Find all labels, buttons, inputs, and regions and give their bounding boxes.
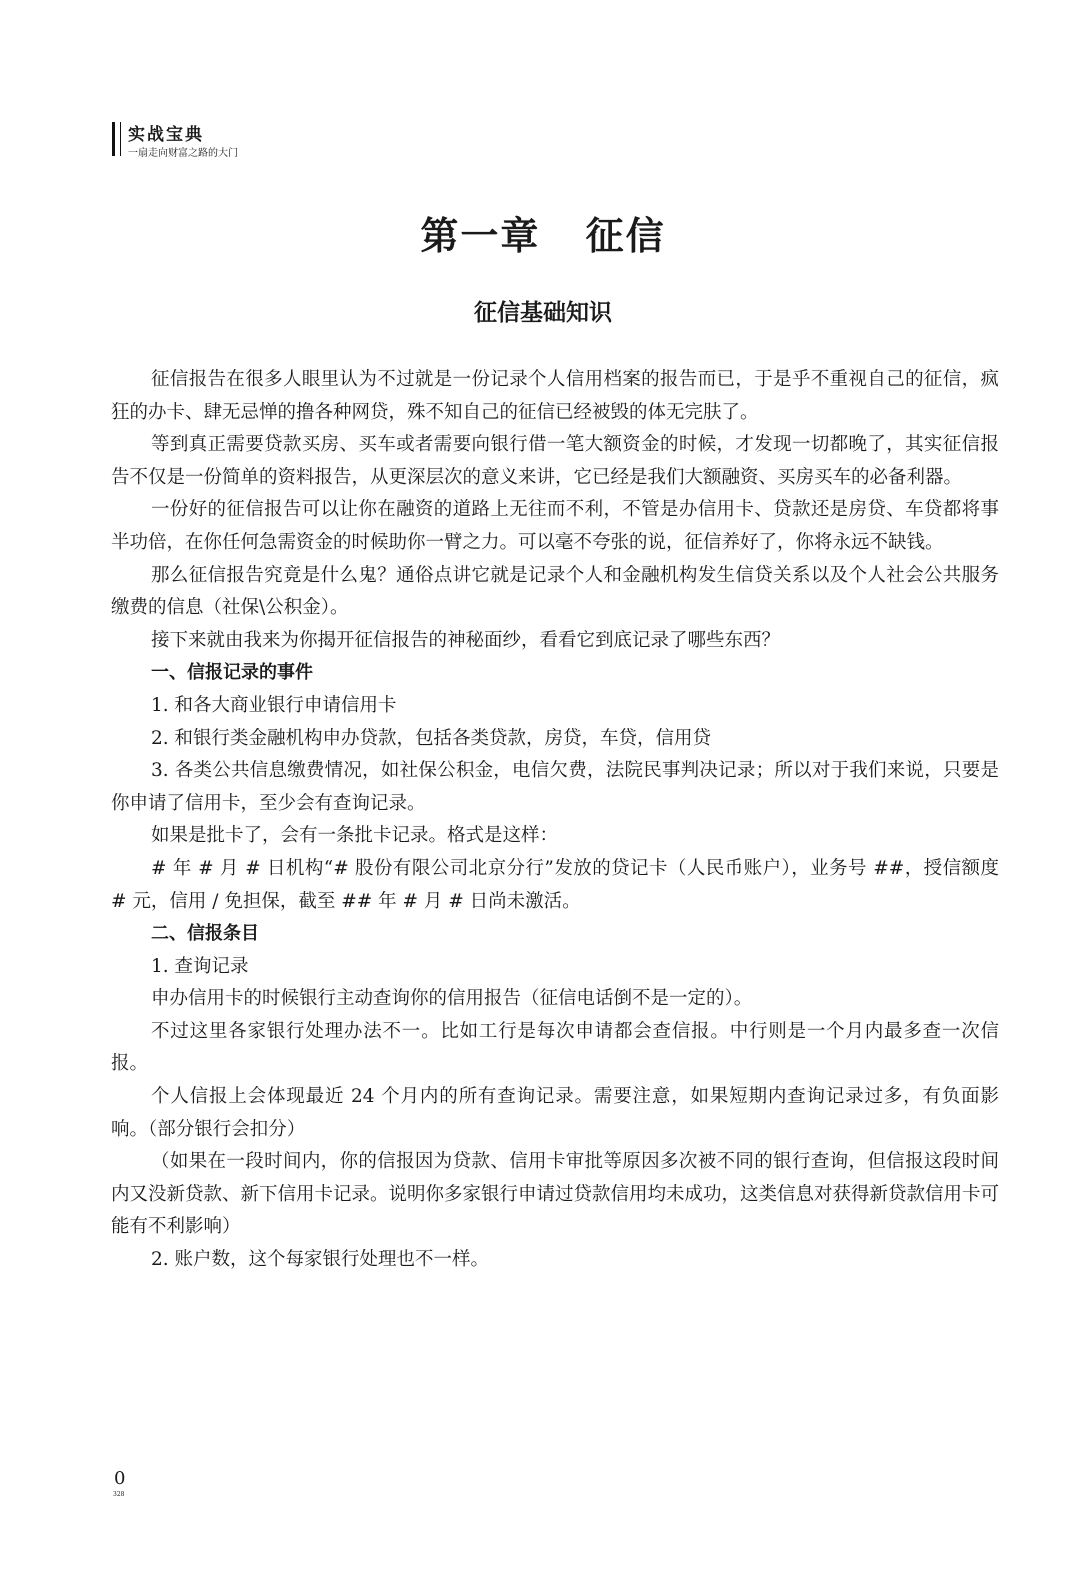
paragraph: 1. 查询记录 xyxy=(151,955,249,977)
paragraph: 如果是批卡了，会有一条批卡记录。格式是这样： xyxy=(151,825,559,847)
paragraph: # 年 # 月 # 日机构“# 股份有限公司北京分行”发放的贷记卡（人民币账户），业务号 ##，授信额度 # 元，信用 / 免担保，截至 ## 年 # 月 # 日尚未激活。 xyxy=(111,857,999,912)
paragraph: 个人信报上会体现最近 24 个月内的所有查询记录。需要注意，如果短期内查询记录过多，有负面影响。（部分银行会扣分） xyxy=(111,1086,999,1140)
paragraph: （如果在一段时间内，你的信报因为贷款、信用卡审批等原因多次被不同的银行查询，但信报这段时间内又没新贷款、新下信用卡记录。说明你多家银行申请过贷款信用均未成功，这类信息对获得新贷款信用卡可能有不利影响） xyxy=(111,1151,1000,1238)
header-title: 实战宝典 xyxy=(128,125,204,145)
paragraph: 申办信用卡的时候银行主动查询你的信用报告（征信电话倒不是一定的）。 xyxy=(151,988,753,1010)
body-text xyxy=(111,364,999,1277)
section-title: 征信基础知识 xyxy=(474,300,612,326)
paragraph: 征信报告在很多人眼里认为不过就是一份记录个人信用档案的报告而已，于是乎不重视自己的征信，疯狂的办卡、肆无忌惮的撸各种网贷，殊不知自己的征信已经被毁的体无完肤了。 xyxy=(111,369,999,423)
chapter-title: 第一章 征信 xyxy=(420,213,666,258)
paragraph: 不过这里各家银行处理办法不一。比如工行是每次申请都会查信报。中行则是一个月内最多查一次信报。 xyxy=(111,1020,999,1075)
paragraph: 一份好的征信报告可以让你在融资的道路上无往而不利，不管是办信用卡、贷款还是房贷、车贷都将事半功倍，在你任何急需资金的时候助你一臂之力。可以毫不夸张的说，征信养好了，你将永远不缺钱。 xyxy=(111,499,999,553)
paragraph: 接下来就由我来为你揭开征信报告的神秘面纱，看看它到底记录了哪些东西？ xyxy=(151,629,781,651)
paragraph: 等到真正需要贷款买房、买车或者需要向银行借一笔大额资金的时候，才发现一切都晚了，其实征信报告不仅是一份简单的资料报告，从更深层次的意义来讲，它已经是我们大额融资、买房买车的必备利器。 xyxy=(111,434,999,488)
paragraph: 3. 各类公共信息缴费情况，如社保公积金，电信欠费，法院民事判决记录；所以对于我们来说，只要是你申请了信用卡，至少会有查询记录。 xyxy=(111,760,999,814)
page-number: 0 xyxy=(114,1468,126,1489)
header-bar-icon xyxy=(112,122,121,156)
paragraph: 2. 和银行类金融机构申办贷款，包括各类贷款，房贷，车贷，信用贷 xyxy=(151,727,712,749)
page-number-small: 328 xyxy=(113,1491,125,1498)
paragraph: 1. 和各大商业银行申请信用卡 xyxy=(151,694,397,716)
subsection-heading: 一、信报记录的事件 xyxy=(151,662,313,684)
paragraph: 2. 账户数，这个每家银行处理也不一样。 xyxy=(151,1249,490,1271)
paragraph: 那么征信报告究竟是什么鬼？通俗点讲它就是记录个人和金融机构发生信贷关系以及个人社会公共服务缴费的信息（社保\公积金）。 xyxy=(111,564,999,619)
header-subtitle: 一扇走向财富之路的大门 xyxy=(128,148,238,159)
subsection-heading: 二、信报条目 xyxy=(151,923,259,945)
